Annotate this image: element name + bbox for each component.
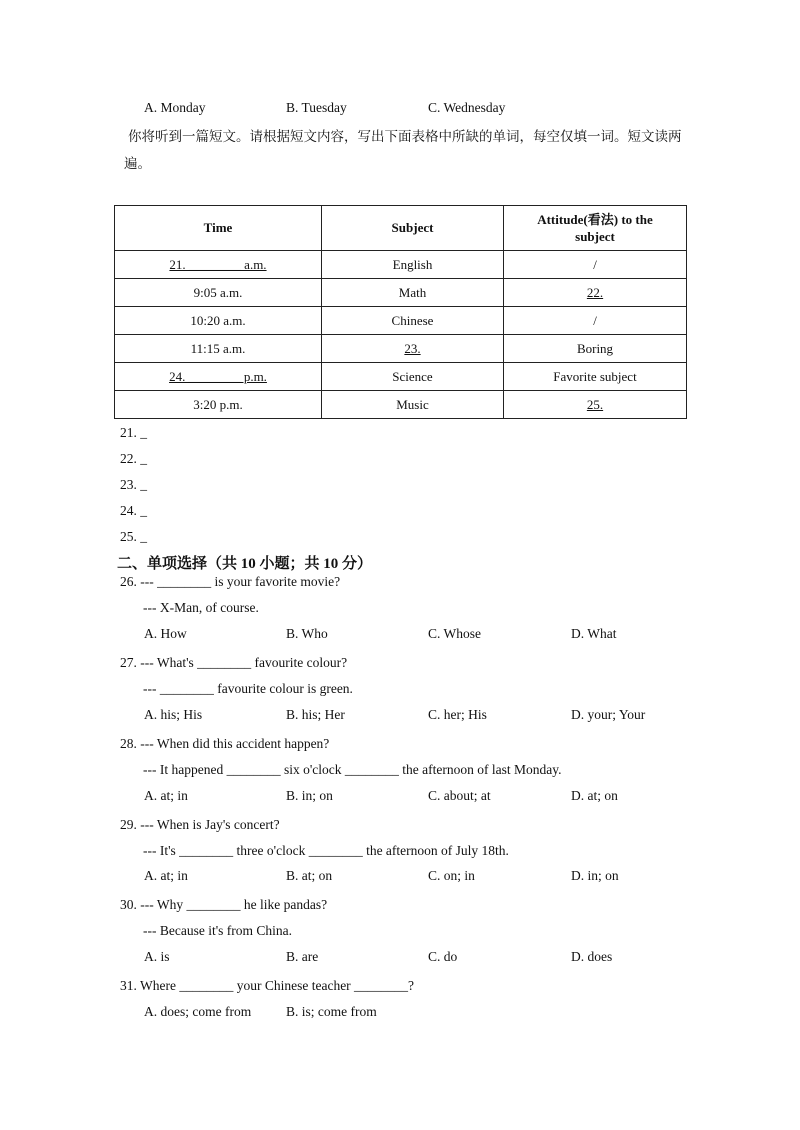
question-27-option-a[interactable]: A. his; His xyxy=(144,707,203,722)
table-cell-time xyxy=(115,363,322,391)
table-row xyxy=(115,363,687,391)
table-cell-subject xyxy=(322,335,504,363)
question-30-option-a[interactable]: A. is xyxy=(144,949,170,964)
question-28-option-b[interactable]: B. in; on xyxy=(286,788,333,803)
table-cell-attitude xyxy=(504,391,687,419)
answer-line-22[interactable]: 22. _ xyxy=(120,451,147,466)
question-29-option-a[interactable]: A. at; in xyxy=(144,868,188,883)
answer-line-25[interactable]: 25. _ xyxy=(120,529,147,544)
table-cell-attitude: / xyxy=(504,251,687,279)
table-row xyxy=(115,307,687,335)
listening-table xyxy=(114,205,687,419)
table-cell-subject: Music xyxy=(322,391,504,419)
question-29-response: --- It's ________ three o'clock ________ the afternoon of July 18th. xyxy=(143,843,509,858)
question-30-option-d[interactable]: D. does xyxy=(571,949,613,964)
answer-line-23[interactable]: 23. _ xyxy=(120,477,147,492)
table-cell-time: 10:20 a.m. xyxy=(115,307,322,335)
question-28-response: --- It happened ________ six o'clock ________ the afternoon of last Monday. xyxy=(143,762,562,777)
option-b: B. Tuesday xyxy=(286,100,347,115)
question-30-option-b[interactable]: B. are xyxy=(286,949,319,964)
answer-line-21[interactable]: 21. _ xyxy=(120,425,147,440)
table-cell-attitude xyxy=(504,279,687,307)
question-26-option-b[interactable]: B. Who xyxy=(286,626,328,641)
question-29-option-d[interactable]: D. in; on xyxy=(571,868,619,883)
question-26-stem: 26. --- ________ is your favorite movie? xyxy=(120,574,341,589)
listening-instruction: 你将听到一篇短文。请根据短文内容，写出下面表格中所缺的单词，每空仅填一词。短文读两遍。 xyxy=(124,129,682,171)
table-cell-time: 9:05 a.m. xyxy=(115,279,322,307)
question-26-option-c[interactable]: C. Whose xyxy=(428,626,481,641)
table-cell-subject: English xyxy=(322,251,504,279)
question-30-stem: 30. --- Why ________ he like pandas? xyxy=(120,897,328,912)
option-c: C. Wednesday xyxy=(428,100,506,115)
question-26-option-a[interactable]: A. How xyxy=(144,626,187,641)
question-27-option-c[interactable]: C. her; His xyxy=(428,707,487,722)
table-cell-subject: Math xyxy=(322,279,504,307)
answer-line-24[interactable]: 24. _ xyxy=(120,503,147,518)
question-29-option-b[interactable]: B. at; on xyxy=(286,868,333,883)
table-cell-attitude: / xyxy=(504,307,687,335)
question-31-option-b[interactable]: B. is; come from xyxy=(286,1004,377,1019)
section-title: 二、单项选择（共 10 小题；共 10 分） xyxy=(117,556,373,572)
table-row xyxy=(115,279,687,307)
blank-21: 21. ________ a.m. xyxy=(169,256,267,272)
question-30-response: --- Because it's from China. xyxy=(143,923,293,938)
table-row xyxy=(115,251,687,279)
question-27-option-d[interactable]: D. your; Your xyxy=(571,707,646,722)
header-attitude: Attitude(看法) to the subject xyxy=(504,206,687,251)
question-31-option-a[interactable]: A. does; come from xyxy=(144,1004,252,1019)
table-cell-time: 3:20 p.m. xyxy=(115,391,322,419)
question-26-response: --- X-Man, of course. xyxy=(143,600,259,615)
blank-22: 22. xyxy=(586,284,604,300)
header-subject: Subject xyxy=(322,206,504,251)
question-26-option-d[interactable]: D. What xyxy=(571,626,617,641)
header-time: Time xyxy=(115,206,322,251)
question-28-option-c[interactable]: C. about; at xyxy=(428,788,491,803)
blank-24: 24. ________ p.m. xyxy=(169,368,267,384)
blank-23: 23. xyxy=(404,340,421,356)
table-row xyxy=(115,335,687,363)
table-cell-time xyxy=(115,251,322,279)
question-29-stem: 29. --- When is Jay's concert? xyxy=(120,817,280,832)
question-28-option-d[interactable]: D. at; on xyxy=(571,788,618,803)
question-30-option-c[interactable]: C. do xyxy=(428,949,458,964)
question-27-option-b[interactable]: B. his; Her xyxy=(286,707,345,722)
option-a: A. Monday xyxy=(144,100,206,115)
blank-25: 25. xyxy=(586,396,604,412)
table-cell-attitude: Favorite subject xyxy=(504,363,687,391)
table-cell-subject: Science xyxy=(322,363,504,391)
question-31-stem: 31. Where ________ your Chinese teacher ________? xyxy=(120,978,415,993)
question-29-option-c[interactable]: C. on; in xyxy=(428,868,475,883)
table-cell-attitude: Boring xyxy=(504,335,687,363)
table-cell-time: 11:15 a.m. xyxy=(115,335,322,363)
table-header-row xyxy=(115,206,687,251)
question-28-stem: 28. --- When did this accident happen? xyxy=(120,736,330,751)
table-row xyxy=(115,391,687,419)
question-27-response: --- ________ favourite colour is green. xyxy=(143,681,353,696)
question-28-option-a[interactable]: A. at; in xyxy=(144,788,188,803)
table-cell-subject: Chinese xyxy=(322,307,504,335)
question-27-stem: 27. --- What's ________ favourite colour? xyxy=(120,655,348,670)
